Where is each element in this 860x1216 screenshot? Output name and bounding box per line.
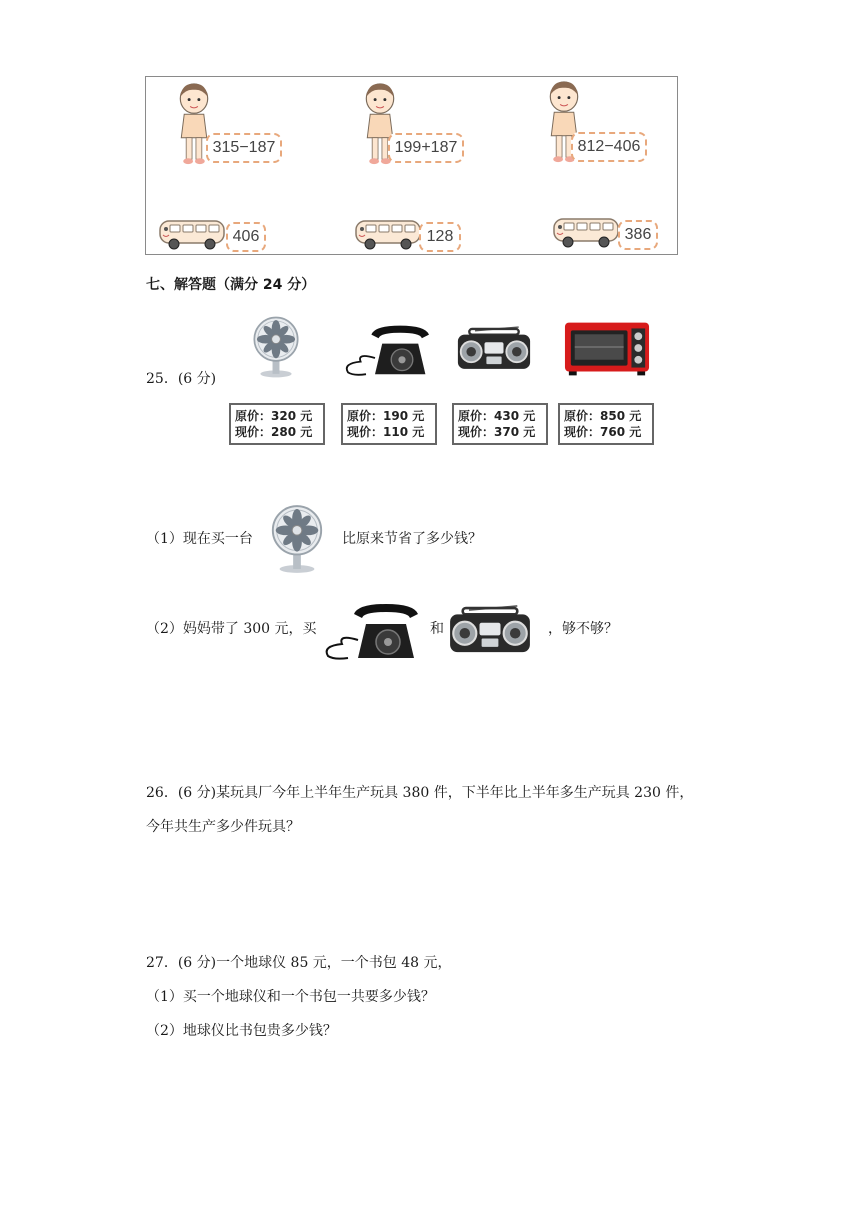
original-price: 原价：430 元 [458, 409, 536, 423]
bus-number-tag: 128 [419, 222, 461, 252]
price-tag [452, 403, 548, 445]
bus-number-tag: 406 [226, 222, 266, 252]
fan-image [250, 312, 302, 382]
question-27-line1: 27．(6 分)一个地球仪 85 元，一个书包 48 元， [146, 955, 452, 971]
question-27-sub1: （1）买一个地球仪和一个书包一共要多少钱？ [146, 989, 435, 1005]
bus-image [552, 215, 622, 249]
current-price: 现价：760 元 [564, 425, 642, 439]
expression-tag: 315−187 [206, 133, 282, 163]
q25-sub1-suffix: 比原来节省了多少钱？ [342, 531, 482, 547]
current-price: 现价：370 元 [458, 425, 536, 439]
price-tag [341, 403, 437, 445]
question-26-line2: 今年共生产多少件玩具？ [146, 819, 300, 835]
radio-image [448, 600, 532, 656]
q25-sub1-prefix: （1）现在买一台 [146, 531, 253, 547]
bus-image [158, 217, 228, 251]
expression-tag: 199+187 [388, 133, 464, 163]
section-heading: 七、解答题（满分 24 分） [146, 277, 316, 293]
q25-sub2-prefix: （2）妈妈带了 300 元，买 [146, 621, 317, 637]
oven-image [563, 318, 651, 378]
question-26-line1: 26．(6 分)某玩具厂今年上半年生产玩具 380 件，下半年比上半年多生产玩具 230 件， [146, 785, 694, 801]
fan-image [268, 498, 326, 580]
q25-sub2-and: 和 [430, 621, 444, 637]
question-27-sub2: （2）地球仪比书包贵多少钱？ [146, 1023, 337, 1039]
matching-exercise-box [145, 76, 678, 255]
price-tag [229, 403, 325, 445]
original-price: 原价：190 元 [347, 409, 425, 423]
price-tag [558, 403, 654, 445]
expression-tag: 812−406 [571, 132, 647, 162]
radio-image [456, 322, 532, 372]
telephone-image [318, 600, 418, 660]
telephone-image [336, 322, 432, 376]
current-price: 现价：280 元 [235, 425, 313, 439]
q25-sub2-suffix: ，够不够？ [548, 621, 618, 637]
question-25-label: 25．(6 分) [146, 371, 217, 387]
bus-image [354, 217, 424, 251]
original-price: 原价：320 元 [235, 409, 313, 423]
bus-number-tag: 386 [618, 220, 658, 250]
current-price: 现价：110 元 [347, 425, 425, 439]
original-price: 原价：850 元 [564, 409, 642, 423]
